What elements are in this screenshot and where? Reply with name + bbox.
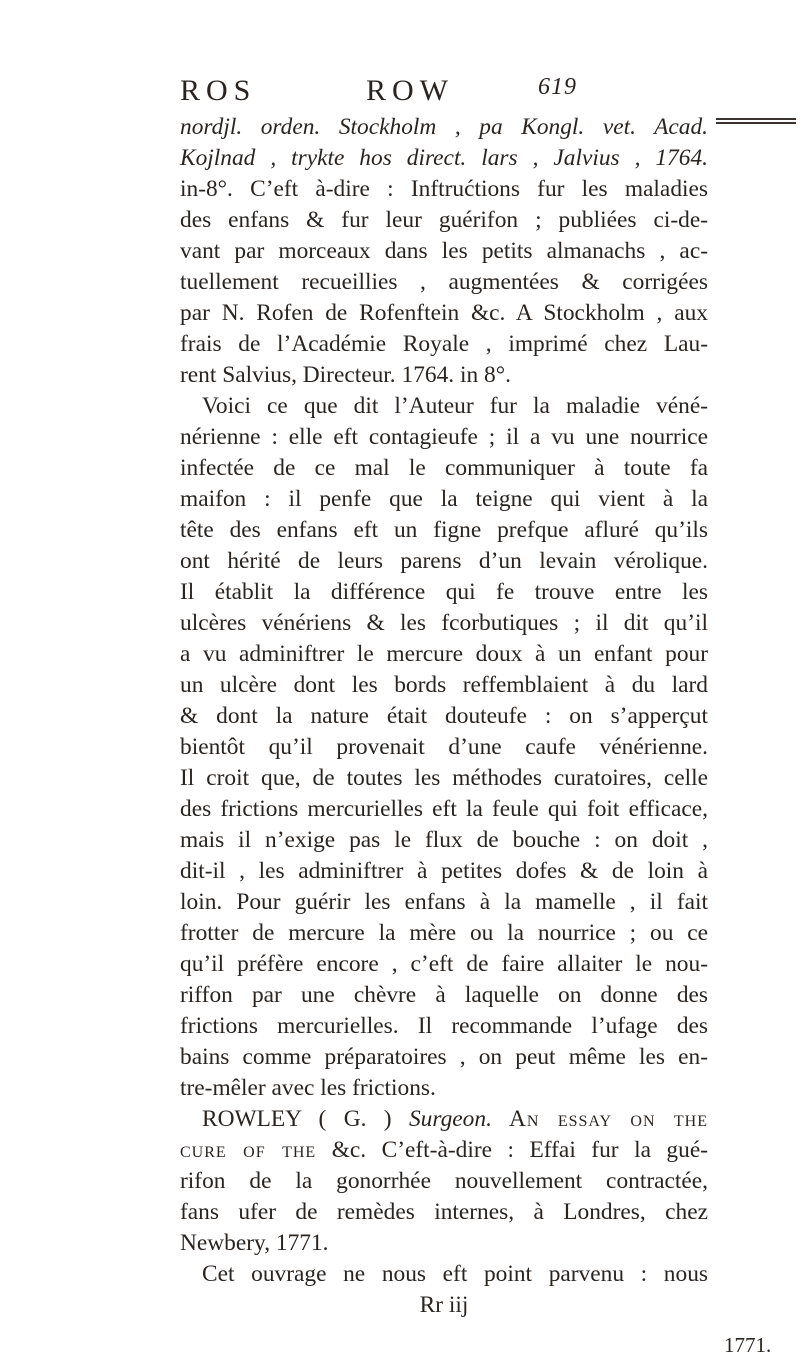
- text-run: Cet ouvrage ne nous eft point parvenu : nous: [202, 1261, 708, 1287]
- text-run: fans ufer de remèdes internes, à Londres, chez: [180, 1199, 708, 1225]
- text-run: dit-il , les adminiftrer à petites dofes & de loin à: [180, 858, 708, 884]
- text-run: ulcères vénériens & les fcorbutiques ; il dit qu’il: [180, 610, 708, 636]
- text-line: [180, 360, 708, 391]
- body-text: [180, 112, 708, 1321]
- text-line: [180, 577, 708, 608]
- text-run: a vu adminiftrer le mercure doux à un enfant pour: [180, 641, 708, 667]
- text-line: [180, 856, 708, 887]
- text-line: [180, 763, 708, 794]
- text-run: in-8°. C’eft à-dire : Inftrućtions fur les maladies: [180, 176, 708, 202]
- running-header: [180, 74, 660, 114]
- text-run: rifon de la gonorrhée nouvellement contractée,: [180, 1168, 708, 1194]
- text-line: [180, 453, 708, 484]
- text-run: &c. C’eft-à-dire : Effai fur la gué-: [316, 1137, 708, 1163]
- text-run: frictions mercurielles. Il recommande l’ufage des: [180, 1013, 708, 1039]
- text-line: [180, 1011, 708, 1042]
- text-run: tête des enfans eft un figne prefque afluré qu’ils: [180, 517, 708, 543]
- text-line: [180, 918, 708, 949]
- text-line: [180, 1228, 708, 1259]
- text-run: des enfans & fur leur guérifon ; publiées ci-de-: [180, 207, 708, 233]
- text-line: [180, 949, 708, 980]
- text-line: [180, 887, 708, 918]
- header-middle-word: ROW: [366, 74, 454, 107]
- page-number: 619: [538, 74, 577, 100]
- text-run: loin. Pour guérir les enfans à la mamelle , il fait: [180, 889, 708, 915]
- text-run: vant par morceaux dans les petits almanachs , ac-: [180, 238, 708, 264]
- text-line: [180, 701, 708, 732]
- text-line: [180, 1135, 708, 1166]
- text-line: [180, 1042, 708, 1073]
- text-run: An essay on the: [491, 1106, 708, 1132]
- text-line: [180, 825, 708, 856]
- text-run: Il établit la différence qui fe trouve entre les: [180, 579, 708, 605]
- text-line: [180, 329, 708, 360]
- text-line: [180, 1073, 708, 1104]
- text-line: [180, 174, 708, 205]
- text-line: [180, 143, 708, 174]
- text-run: mais il n’exige pas le flux de bouche : on doit ,: [180, 827, 708, 853]
- text-line: [180, 391, 708, 422]
- text-line: [180, 1104, 708, 1135]
- text-line: [180, 205, 708, 236]
- text-line: [180, 515, 708, 546]
- text-run: bientôt qu’il provenait d’une caufe vénérienne.: [180, 734, 708, 760]
- text-line: [180, 1166, 708, 1197]
- text-run: ROWLEY ( G. ): [202, 1106, 409, 1132]
- text-run: des frictions mercurielles eft la feule qui foit efficace,: [180, 796, 708, 822]
- text-line: [180, 1259, 708, 1290]
- text-run: par N. Rofen de Rofenftein &c. A Stockholm , aux: [180, 300, 708, 326]
- text-line: [180, 980, 708, 1011]
- header-left-word: ROS: [180, 74, 257, 107]
- text-line: [180, 639, 708, 670]
- text-run: Voici ce que dit l’Auteur fur la maladie véné-: [202, 393, 708, 419]
- text-run: Rr iij: [419, 1292, 469, 1318]
- text-run: riffon par une chèvre à laquelle on donne des: [180, 982, 708, 1008]
- text-line: [180, 112, 708, 143]
- text-line: [180, 670, 708, 701]
- text-run: bains comme préparatoires , on peut même les en-: [180, 1044, 708, 1070]
- text-run: frotter de mercure la mère ou la nourrice ; ou ce: [180, 920, 708, 946]
- text-run: ont hérité de leurs parens d’un levain vérolique.: [180, 548, 708, 574]
- text-run: maifon : il penfe que la teigne qui vient à la: [180, 486, 708, 512]
- text-run: infectée de ce mal le communiquer à toute fa: [180, 455, 708, 481]
- text-run: tre-mêler avec les frictions.: [180, 1075, 436, 1101]
- text-line: [180, 236, 708, 267]
- text-line: [180, 298, 708, 329]
- text-run: un ulcère dont les bords reffemblaient à du lard: [180, 672, 708, 698]
- text-line: [180, 1197, 708, 1228]
- text-run: rent Salvius, Directeur. 1764. in 8°.: [180, 362, 511, 388]
- text-run: & dont la nature était douteufe : on s’apperçut: [180, 703, 708, 729]
- margin-year-note: 1771.: [724, 1333, 772, 1357]
- text-line: [180, 794, 708, 825]
- text-run: Newbery, 1771.: [180, 1230, 329, 1256]
- text-line: [180, 546, 708, 577]
- text-run: nordjl. orden. Stockholm , pa Kongl. vet. Acad.: [180, 114, 708, 140]
- text-run: qu’il préfère encore , c’eft de faire allaiter le nou-: [180, 951, 708, 977]
- text-line: [180, 422, 708, 453]
- text-run: cure of the: [180, 1137, 317, 1163]
- text-run: Kojlnad , trykte hos direct. lars , Jalvius , 1764.: [180, 145, 708, 171]
- text-run: tuellement recueillies , augmentées & corrigées: [180, 269, 708, 295]
- text-run: frais de l’Académie Royale , imprimé chez Lau-: [180, 331, 708, 357]
- text-line: [180, 267, 708, 298]
- text-run: Surgeon.: [408, 1106, 492, 1132]
- text-run: Il croit que, de toutes les méthodes curatoires, celle: [180, 765, 708, 791]
- text-line: [180, 608, 708, 639]
- text-line: [180, 484, 708, 515]
- text-line: [180, 1290, 708, 1321]
- text-line: [180, 732, 708, 763]
- margin-rule: [716, 118, 796, 126]
- text-run: nérienne : elle eft contagieufe ; il a vu une nourrice: [180, 424, 708, 450]
